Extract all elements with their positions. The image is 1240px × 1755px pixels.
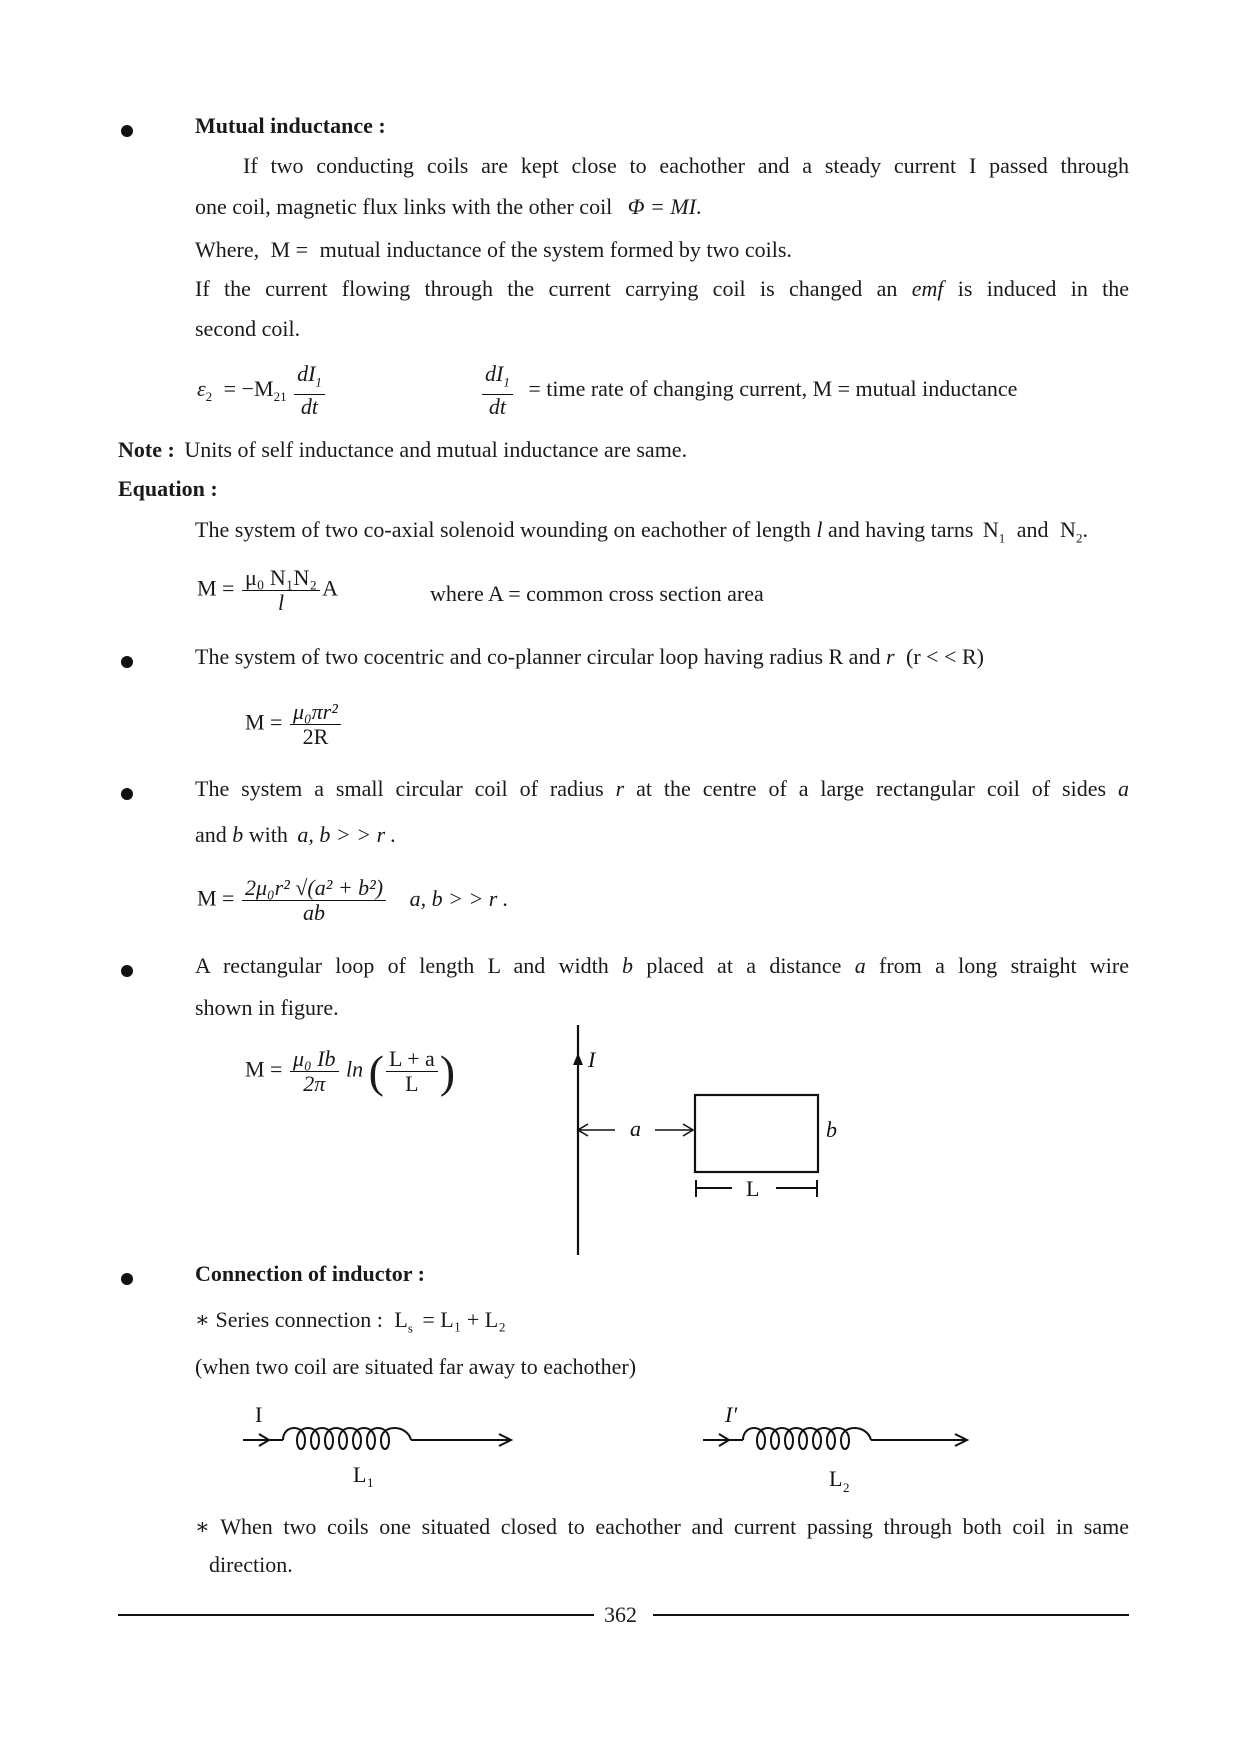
coil2-label: L bbox=[829, 1466, 843, 1491]
solenoid-area: A bbox=[322, 575, 338, 601]
loop-equation bbox=[245, 700, 343, 749]
emf-line-post: is induced in the bbox=[957, 276, 1130, 301]
mutual-where-line bbox=[195, 236, 792, 264]
rect-coil-fraction bbox=[242, 876, 386, 925]
ln-arg-num: L + a bbox=[386, 1047, 438, 1072]
rect-coil-text-b: at the centre of a large rectangular coil of sides bbox=[636, 776, 1107, 801]
and-word: and bbox=[1016, 517, 1049, 542]
loop-m: M = bbox=[245, 709, 283, 735]
wire-loop-b: b bbox=[622, 953, 634, 978]
emf-fraction bbox=[294, 362, 325, 419]
wire-loop-text-c: from a long straight wire bbox=[879, 953, 1129, 978]
fig-label-b: b bbox=[826, 1117, 837, 1142]
wire-loop-m: M = bbox=[245, 1056, 283, 1082]
solenoid-den: l bbox=[277, 590, 285, 615]
rectangular-loop bbox=[695, 1095, 818, 1172]
note-label: Note : bbox=[118, 437, 175, 462]
coil-l2-figure bbox=[695, 1400, 985, 1495]
desc-frac-den: dt bbox=[488, 394, 506, 420]
wire-loop-text-a: A rectangular loop of length L and width bbox=[195, 953, 609, 978]
mutual-emf-line1 bbox=[195, 275, 1129, 303]
solenoid-text-b: and having tarns bbox=[827, 517, 974, 542]
note-text: Units of self inductance and mutual inductance are same. bbox=[184, 437, 688, 462]
n1-symbol: N bbox=[982, 517, 999, 542]
rect-coil-text-a: The system a small circular coil of radius bbox=[195, 776, 604, 801]
coil1-winding-icon bbox=[283, 1428, 411, 1449]
rect-coil-m: M = bbox=[197, 885, 235, 911]
series-note: (when two coil are situated far away to eachother) bbox=[195, 1354, 637, 1379]
emf-description bbox=[480, 362, 1017, 419]
loop-condition: (r < < R) bbox=[906, 644, 984, 669]
n2-symbol: N bbox=[1060, 517, 1076, 542]
coil2-current-label: I′ bbox=[725, 1402, 738, 1427]
paren-left: ( bbox=[368, 1046, 384, 1097]
current-arrow-icon bbox=[573, 1053, 583, 1065]
emf-line-pre: If the current flowing through the current carrying coil is changed an bbox=[195, 276, 898, 301]
coil-l1-figure bbox=[235, 1400, 525, 1490]
solenoid-where: where A = common cross section area bbox=[430, 581, 764, 606]
bullet-wire-loop bbox=[121, 965, 133, 977]
solenoid-text-a: The system of two co-axial solenoid wounding on eachother of length bbox=[195, 517, 811, 542]
loop-line bbox=[195, 643, 984, 671]
flux-equation: Φ = MI bbox=[627, 194, 697, 219]
solenoid-m: M = bbox=[197, 575, 235, 601]
rect-coil-b: b bbox=[232, 822, 244, 847]
fig-label-I: I bbox=[588, 1047, 596, 1072]
wire-loop-text-b: placed at a distance bbox=[646, 953, 842, 978]
coil2-label-sub: 2 bbox=[843, 1480, 850, 1495]
series-ls: L bbox=[394, 1307, 408, 1332]
coil2-winding-icon bbox=[743, 1428, 871, 1449]
fig-label-L: L bbox=[746, 1176, 760, 1201]
desc-frac-num: dI bbox=[485, 361, 504, 386]
solenoid-length-symbol: l bbox=[816, 517, 823, 542]
closing-line1: ∗ When two coils one situated closed to eachother and current passing through both coil in same bbox=[195, 1514, 1129, 1539]
where-label: Where, bbox=[195, 237, 260, 262]
m21-sub: 21 bbox=[273, 389, 287, 405]
rect-coil-eq-cond: a, b > > r . bbox=[409, 885, 509, 911]
bullet-mutual bbox=[121, 125, 133, 137]
rect-coil-and: and bbox=[195, 822, 227, 847]
footer-rule-left bbox=[118, 1614, 594, 1616]
series-ls-sub: s bbox=[407, 1320, 413, 1336]
loop-den: 2R bbox=[302, 724, 329, 749]
emf-equation bbox=[197, 362, 327, 419]
rect-coil-line1 bbox=[195, 775, 1129, 803]
rect-coil-den: ab bbox=[303, 900, 326, 925]
emf-sub: 2 bbox=[205, 389, 213, 405]
emf-frac-num-sub: 1 bbox=[315, 374, 322, 390]
wire-loop-a: a bbox=[854, 953, 866, 978]
coil1-label: L bbox=[353, 1462, 367, 1487]
solenoid-equation bbox=[197, 566, 338, 615]
where-m: M = bbox=[270, 237, 309, 262]
rect-coil-line2 bbox=[195, 821, 396, 849]
solenoid-num: μ₀ N₁N₂ bbox=[242, 566, 320, 591]
desc-text: = time rate of changing current, M = mutual inductance bbox=[528, 375, 1018, 401]
bullet-connection bbox=[121, 1273, 133, 1285]
bullet-rect-coil bbox=[121, 788, 133, 800]
emf-frac-num: dI bbox=[297, 361, 316, 386]
emf-symbol: ε bbox=[197, 375, 206, 401]
mutual-emf-line2: second coil. bbox=[195, 316, 301, 341]
mutual-para-line2: one coil, magnetic flux links with the other coil Φ = MI. bbox=[195, 194, 702, 219]
wire-loop-figure bbox=[560, 1015, 860, 1260]
where-desc: mutual inductance of the system formed by two coils. bbox=[319, 237, 792, 262]
rect-coil-with: with bbox=[248, 822, 288, 847]
solenoid-fraction bbox=[242, 566, 320, 615]
series-rest: = L₁ + L₂ bbox=[422, 1307, 506, 1332]
page-number: 362 bbox=[604, 1602, 637, 1627]
paren-right: ) bbox=[439, 1046, 456, 1097]
solenoid-line: The system of two co-axial solenoid wounding on eachother of length l and having tarns $N_1$ and $N_2$. bbox=[195, 517, 1088, 546]
n2-sub: 2 bbox=[1075, 530, 1083, 546]
loop-r: r bbox=[885, 644, 895, 669]
ln-arg-den: L bbox=[405, 1071, 419, 1096]
emf-minus-m: = −M bbox=[223, 375, 274, 401]
equation-label: Equation : bbox=[118, 476, 218, 501]
series-line bbox=[195, 1306, 506, 1342]
footer-rule-right bbox=[653, 1614, 1129, 1616]
n1-sub: 1 bbox=[998, 530, 1006, 546]
closing-line2: direction. bbox=[209, 1552, 293, 1577]
emf-frac-den: dt bbox=[300, 394, 319, 420]
fig-label-a: a bbox=[630, 1116, 641, 1141]
note-line bbox=[118, 436, 687, 464]
rect-coil-a: a bbox=[1118, 776, 1130, 801]
bullet-loop bbox=[121, 656, 133, 668]
rect-coil-equation bbox=[197, 876, 508, 925]
coil1-label-sub: 1 bbox=[367, 1475, 374, 1490]
desc-fraction bbox=[482, 362, 513, 419]
mutual-para-line1: If two conducting coils are kept close to eachother and a steady current I passed through bbox=[243, 153, 1129, 178]
loop-num: μ₀πr² bbox=[290, 700, 341, 725]
loop-text: The system of two cocentric and co-planner circular loop having radius R and bbox=[195, 644, 881, 669]
wire-loop-line2: shown in figure. bbox=[195, 995, 339, 1020]
heading-connection: Connection of inductor : bbox=[195, 1261, 425, 1286]
coil1-current-label: I bbox=[255, 1402, 263, 1427]
heading-mutual-inductance: Mutual inductance : bbox=[195, 113, 386, 138]
wire-loop-fraction bbox=[290, 1047, 339, 1096]
loop-fraction bbox=[290, 700, 341, 749]
rect-coil-cond: a, b > > r . bbox=[297, 822, 397, 847]
desc-frac-num-sub: 1 bbox=[503, 374, 510, 390]
rect-coil-num: 2μ₀r² √(a² + b²) bbox=[242, 876, 386, 901]
wire-loop-den: 2π bbox=[303, 1071, 326, 1096]
rect-coil-r: r bbox=[615, 776, 625, 801]
ln-symbol: ln bbox=[346, 1056, 364, 1082]
mutual-para-line2-text: one coil, magnetic flux links with the other coil bbox=[195, 194, 613, 219]
wire-loop-equation bbox=[245, 1045, 455, 1098]
series-label: ∗ Series connection : bbox=[195, 1307, 383, 1332]
wire-loop-num: μ₀ Ib bbox=[290, 1047, 339, 1072]
ln-arg-fraction bbox=[386, 1047, 438, 1096]
wire-loop-line1 bbox=[195, 952, 1129, 980]
emf-word: emf bbox=[911, 276, 944, 301]
